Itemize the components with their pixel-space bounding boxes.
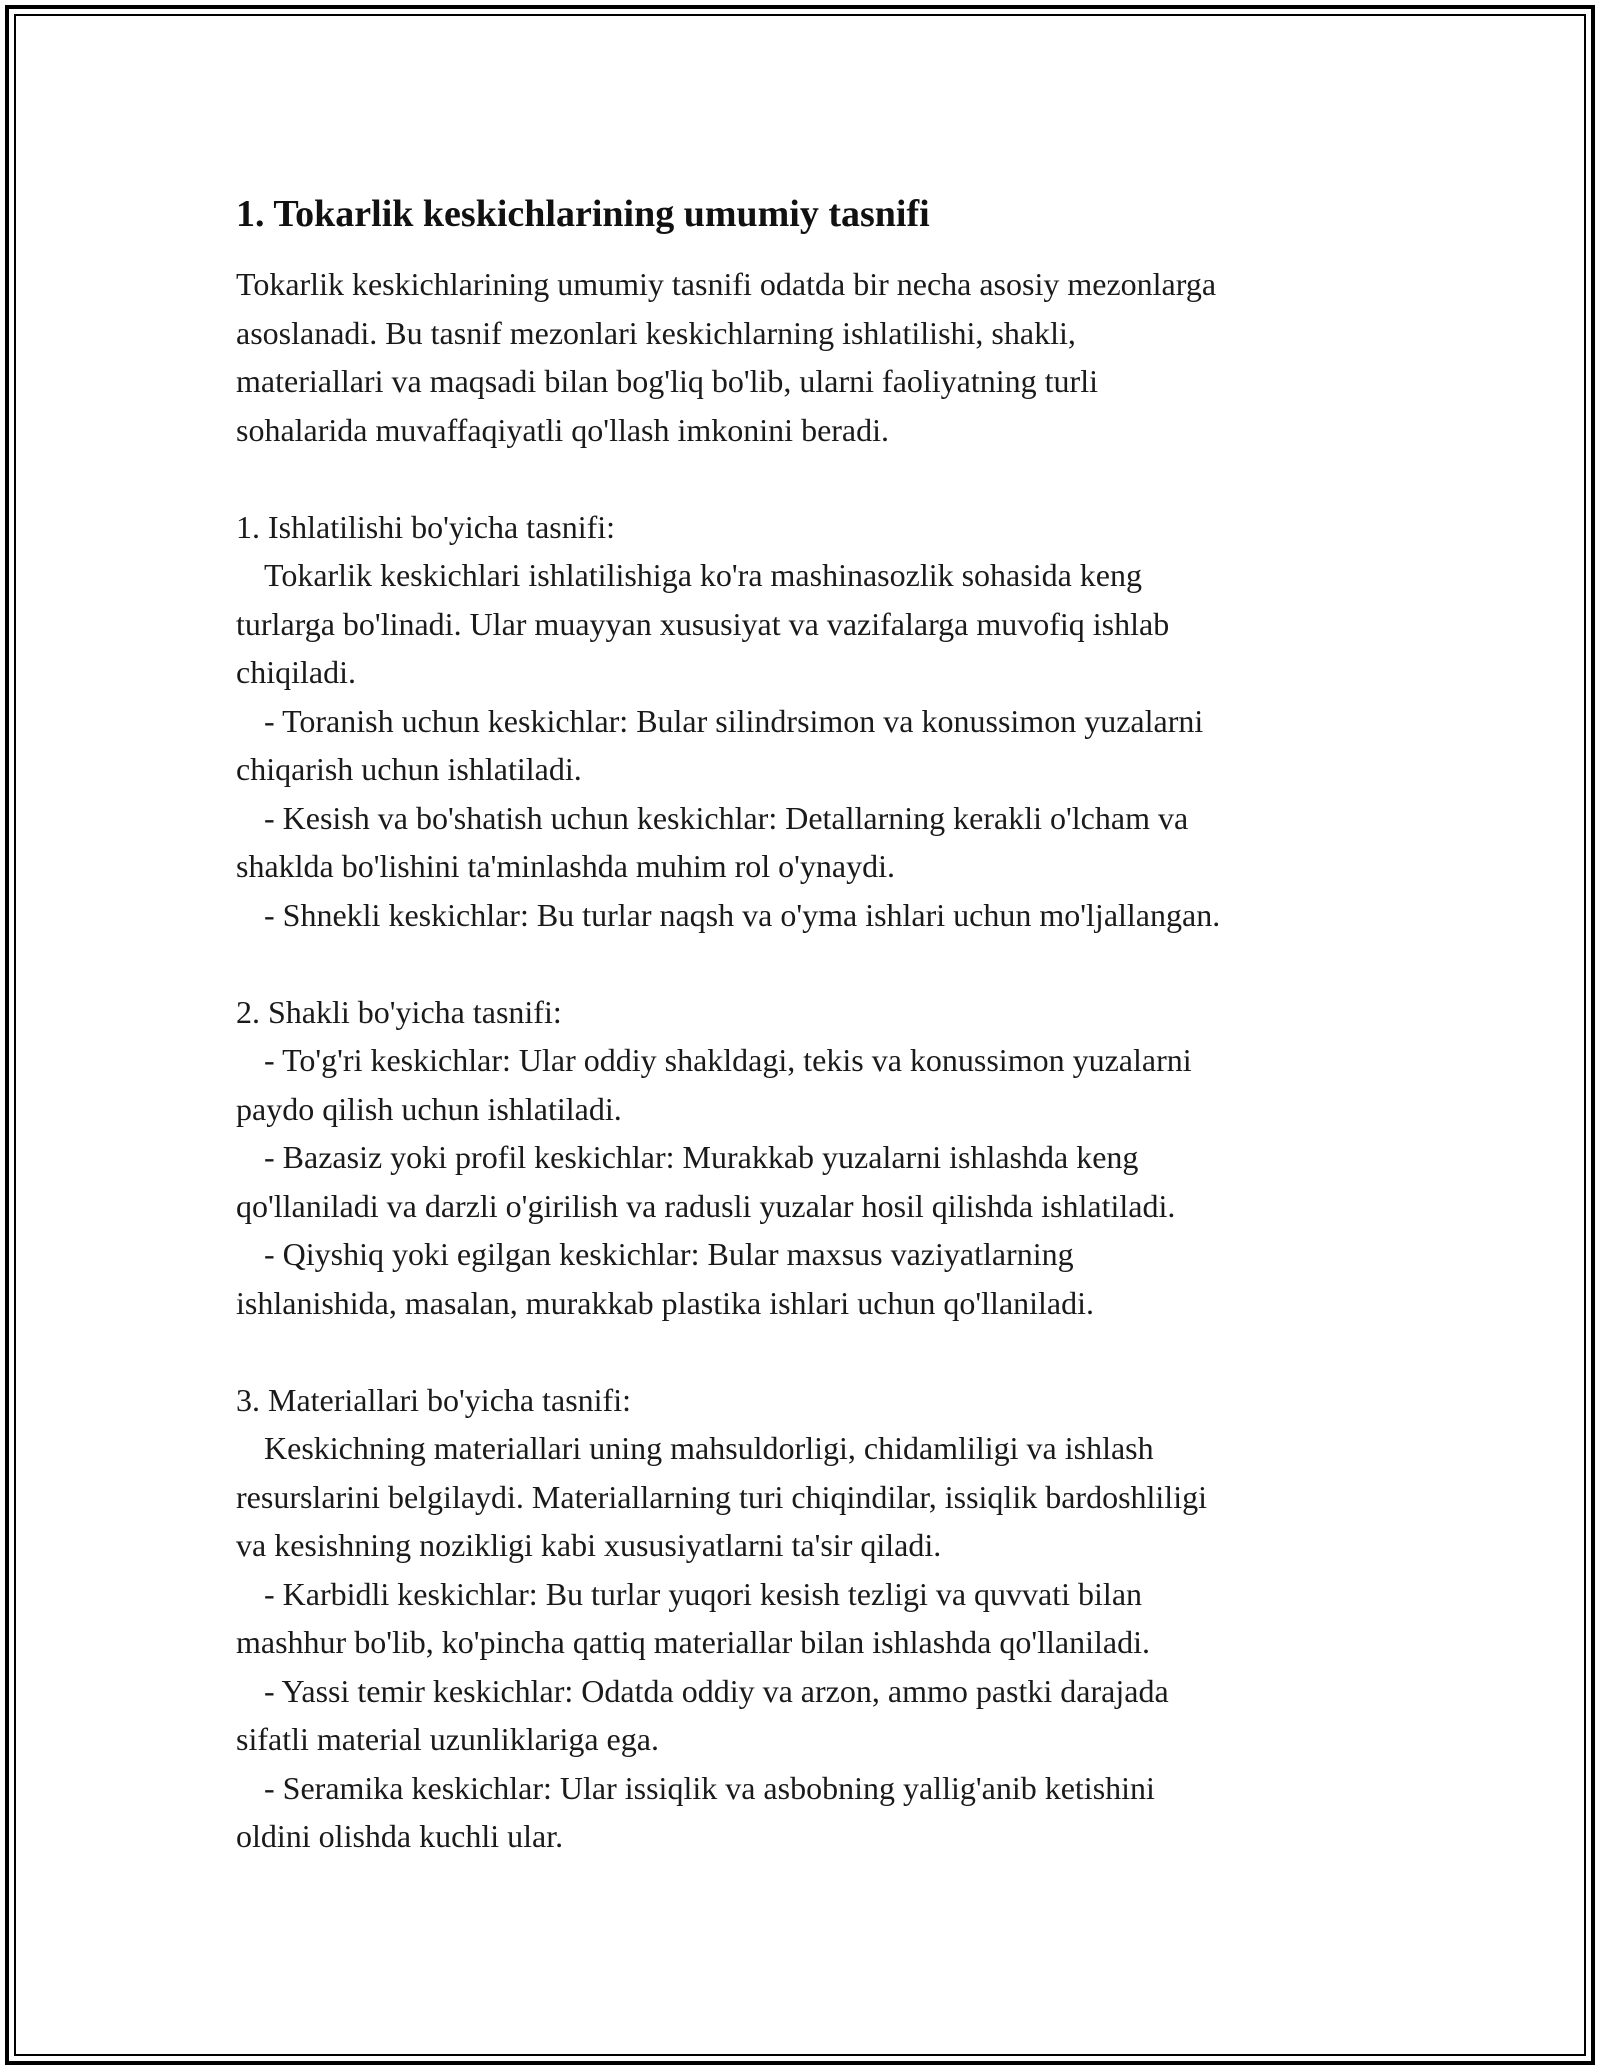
section-line: Keskichning materiallari uning mahsuldorligi, chidamliligi va ishlash [264, 1430, 1154, 1466]
section-line: oldini olishda kuchli ular. [236, 1818, 564, 1854]
section-line: sifatli material uzunliklariga ega. [236, 1721, 659, 1757]
intro-line: sohalarida muvaffaqiyatli qo'llash imkonini beradi. [236, 411, 890, 448]
section-line: ishlanishida, masalan, murakkab plastika ishlari uchun qo'llaniladi. [236, 1284, 1095, 1321]
section-line: va kesishning nozikligi kabi xususiyatlarni ta'sir qiladi. [236, 1527, 942, 1563]
intro-paragraph [236, 260, 1386, 454]
intro-line: asoslanadi. Bu tasnif mezonlari keskichlarning ishlatilishi, shakli, [236, 314, 1076, 351]
section-heading: 3. Materiallari bo'yicha tasnifi: [236, 1381, 631, 1418]
document-body [236, 186, 1386, 1861]
section-line: - Seramika keskichlar: Ular issiqlik va asbobning yallig'anib ketishini [264, 1769, 1155, 1806]
spacer [236, 939, 1386, 988]
section-shape [236, 988, 1386, 1328]
section-usage [236, 503, 1386, 940]
section-materials [236, 1376, 1386, 1861]
spacer [236, 1327, 1386, 1376]
section-line: shaklda bo'lishini ta'minlashda muhim rol o'ynaydi. [236, 848, 895, 884]
section-line: resurslarini belgilaydi. Materiallarning turi chiqindilar, issiqlik bardoshliligi [236, 1478, 1207, 1515]
section-line: Tokarlik keskichlari ishlatilishiga ko'ra mashinasozlik sohasida keng [264, 557, 1142, 593]
section-line: - To'g'ri keskichlar: Ular oddiy shakldagi, tekis va konussimon yuzalarni [264, 1042, 1192, 1078]
section-line: turlarga bo'linadi. Ular muayyan xususiyat va vazifalarga muvofiq ishlab [236, 605, 1170, 642]
section-line: - Qiyshiq yoki egilgan keskichlar: Bular maxsus vaziyatlarning [264, 1236, 1074, 1272]
spacer [236, 454, 1386, 503]
section-line: paydo qilish uchun ishlatiladi. [236, 1090, 622, 1127]
section-line: - Shnekli keskichlar: Bu turlar naqsh va o'yma ishlari uchun mo'ljallangan. [264, 896, 1221, 933]
section-heading: 1. Ishlatilishi bo'yicha tasnifi: [236, 508, 616, 545]
section-line: chiqarish uchun ishlatiladi. [236, 751, 582, 787]
section-line: - Kesish va bo'shatish uchun keskichlar: Detallarning kerakli o'lcham va [264, 799, 1189, 836]
intro-line: Tokarlik keskichlarining umumiy tasnifi odatda bir necha asosiy mezonlarga [236, 266, 1217, 302]
section-line: - Toranish uchun keskichlar: Bular silindrsimon va konussimon yuzalarni [264, 702, 1204, 739]
document-title: 1. Tokarlik keskichlarining umumiy tasnifi [236, 193, 930, 235]
section-heading: 2. Shakli bo'yicha tasnifi: [236, 993, 562, 1030]
section-line: chiqiladi. [236, 654, 356, 690]
section-line: - Karbidli keskichlar: Bu turlar yuqori kesish tezligi va quvvati bilan [264, 1575, 1143, 1612]
section-line: - Yassi temir keskichlar: Odatda oddiy va arzon, ammo pastki darajada [264, 1672, 1169, 1709]
section-line: mashhur bo'lib, ko'pincha qattiq materiallar bilan ishlashda qo'llaniladi. [236, 1624, 1150, 1660]
section-line: - Bazasiz yoki profil keskichlar: Murakkab yuzalarni ishlashda keng [264, 1139, 1139, 1175]
intro-line: materiallari va maqsadi bilan bog'liq bo'lib, ularni faoliyatning turli [236, 363, 1098, 399]
section-line: qo'llaniladi va darzli o'girilish va radusli yuzalar hosil qilishda ishlatiladi. [236, 1187, 1176, 1224]
